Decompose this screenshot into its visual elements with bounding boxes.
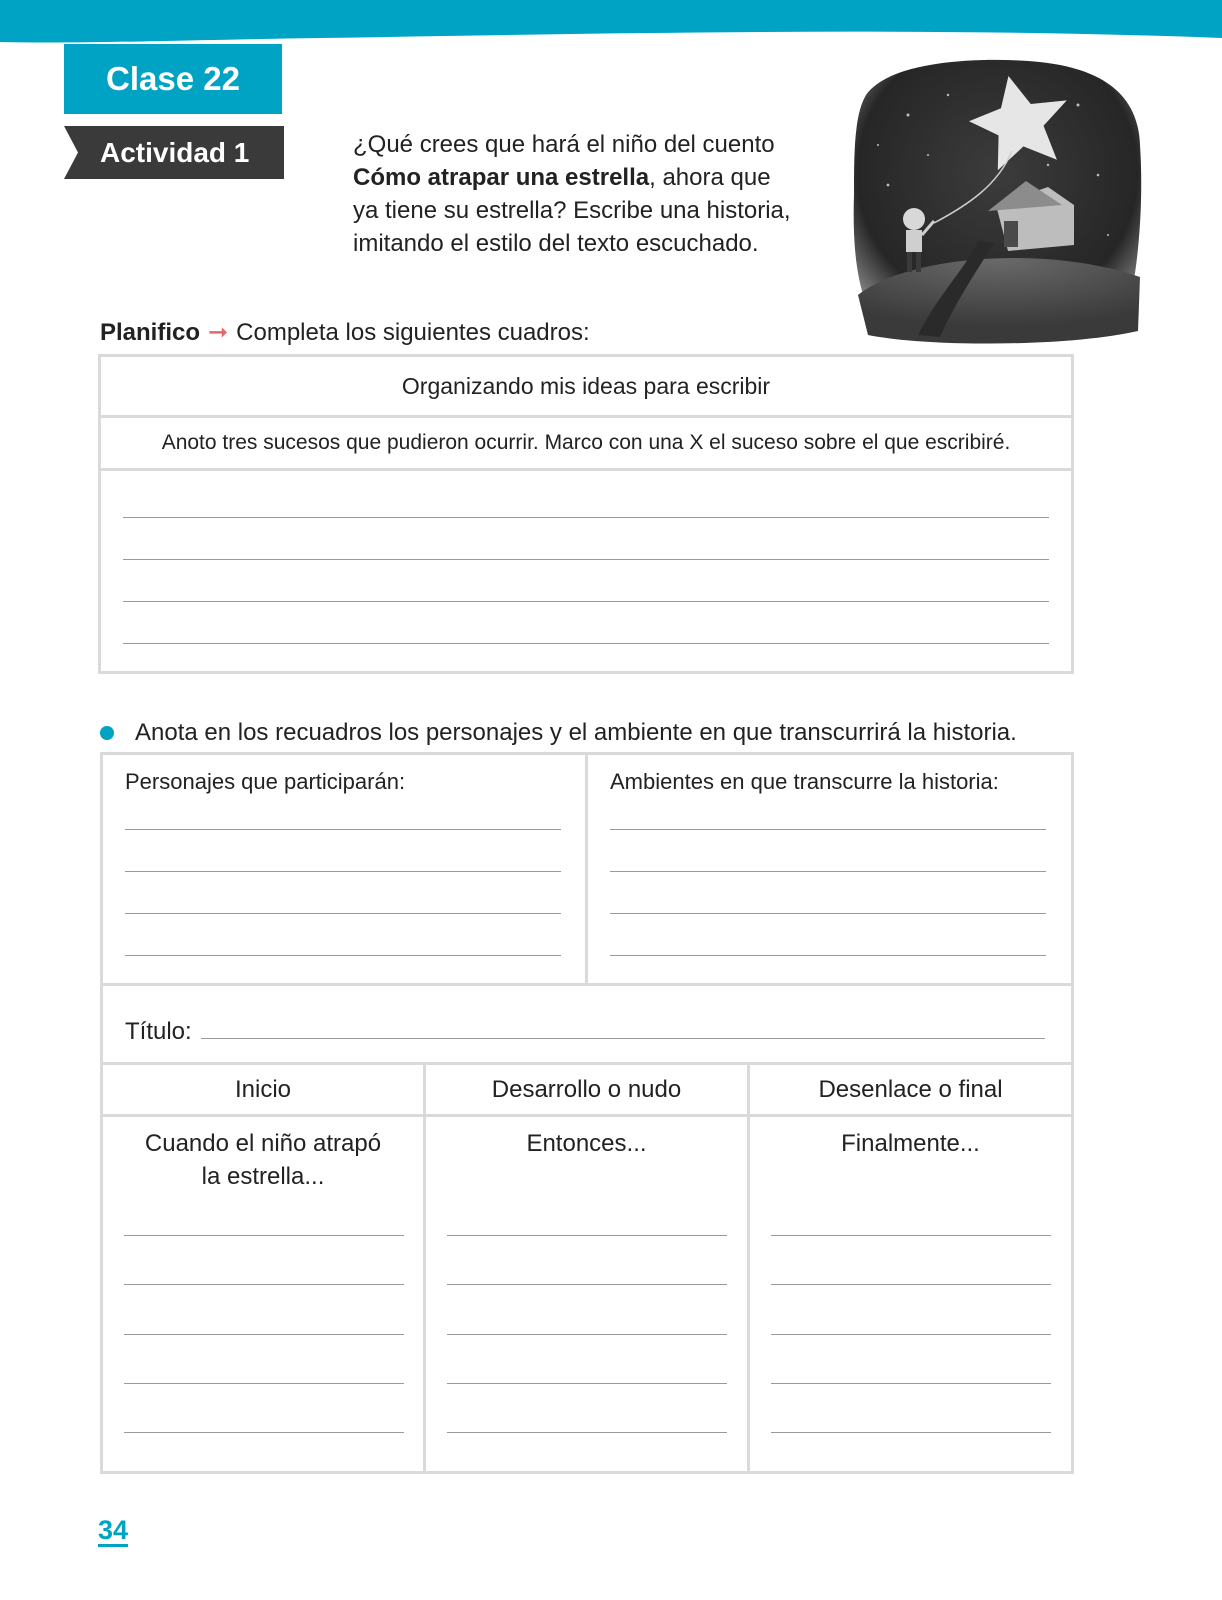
column-header-desarrollo: Desarrollo o nudo bbox=[491, 1076, 682, 1103]
answer-line[interactable] bbox=[610, 871, 1046, 872]
answer-line[interactable] bbox=[123, 643, 1049, 644]
actividad-tab bbox=[64, 126, 284, 179]
answer-line[interactable] bbox=[771, 1284, 1051, 1285]
planifico-label: Planifico bbox=[100, 319, 201, 346]
page-number: 34 bbox=[98, 1515, 129, 1545]
boy-with-star-kite-illustration bbox=[848, 55, 1146, 347]
prompt-line-2-rest: , ahora que bbox=[649, 164, 771, 191]
clase-tab bbox=[64, 44, 282, 114]
organizer-instruction: Anoto tres sucesos que pudieron ocurrir. Marco con una X el suceso sobre el que escribiré. bbox=[101, 418, 1071, 471]
prompt-line-1: ¿Qué crees que hará el niño del cuento bbox=[353, 131, 775, 158]
titulo-label: Título: bbox=[125, 1018, 192, 1045]
answer-line[interactable] bbox=[124, 1432, 404, 1433]
answer-line[interactable] bbox=[610, 829, 1046, 830]
prompt-line-3: ya tiene su estrella? Escribe una historia, bbox=[353, 197, 791, 224]
planifico-line bbox=[100, 318, 590, 347]
answer-line[interactable] bbox=[123, 601, 1049, 602]
answer-line[interactable] bbox=[771, 1334, 1051, 1335]
personajes-box bbox=[100, 752, 588, 986]
answer-line[interactable] bbox=[124, 1334, 404, 1335]
bullet-icon bbox=[100, 726, 114, 740]
arrow-right-icon: ➞ bbox=[208, 319, 229, 346]
answer-line[interactable] bbox=[610, 955, 1046, 956]
answer-line[interactable] bbox=[124, 1235, 404, 1236]
prompt-line-2 bbox=[353, 161, 823, 194]
column-header-inicio: Inicio bbox=[234, 1076, 292, 1103]
answer-line[interactable] bbox=[771, 1383, 1051, 1384]
planifico-instruction: Completa los siguientes cuadros: bbox=[236, 319, 590, 346]
answer-line[interactable] bbox=[125, 955, 561, 956]
answer-line[interactable] bbox=[447, 1432, 727, 1433]
story-title: Cómo atrapar una estrella bbox=[353, 164, 650, 191]
answer-line[interactable] bbox=[771, 1432, 1051, 1433]
titulo-line[interactable] bbox=[201, 1038, 1045, 1039]
answer-line[interactable] bbox=[123, 517, 1049, 518]
actividad-label: Actividad 1 bbox=[100, 137, 250, 168]
ambientes-box bbox=[585, 752, 1074, 986]
answer-line[interactable] bbox=[123, 559, 1049, 560]
starter-inicio-line2: la estrella... bbox=[201, 1163, 325, 1190]
answer-line[interactable] bbox=[447, 1334, 727, 1335]
column-divider bbox=[423, 1062, 426, 1474]
answer-line[interactable] bbox=[124, 1284, 404, 1285]
answer-line[interactable] bbox=[125, 829, 561, 830]
starter-desarrollo: Entonces... bbox=[526, 1130, 647, 1157]
answer-line[interactable] bbox=[124, 1383, 404, 1384]
starter-desenlace: Finalmente... bbox=[841, 1130, 980, 1157]
ambientes-label: Ambientes en que transcurre la historia: bbox=[610, 769, 999, 794]
bullet-instruction: Anota en los recuadros los personajes y el ambiente en que transcurrirá la historia. bbox=[135, 719, 1017, 746]
answer-line[interactable] bbox=[447, 1383, 727, 1384]
answer-line[interactable] bbox=[447, 1284, 727, 1285]
titulo-box bbox=[100, 983, 1074, 1065]
answer-line[interactable] bbox=[771, 1235, 1051, 1236]
story-table bbox=[100, 1062, 1074, 1474]
answer-line[interactable] bbox=[125, 871, 561, 872]
organizer-box bbox=[98, 354, 1074, 674]
column-header-desenlace: Desenlace o final bbox=[818, 1076, 1003, 1103]
prompt-line-4: imitando el estilo del texto escuchado. bbox=[353, 230, 759, 257]
header-divider bbox=[100, 1114, 1074, 1117]
column-divider bbox=[747, 1062, 750, 1474]
answer-line[interactable] bbox=[447, 1235, 727, 1236]
starter-inicio-line1: Cuando el niño atrapó bbox=[144, 1130, 382, 1157]
answer-line[interactable] bbox=[610, 913, 1046, 914]
personajes-label: Personajes que participarán: bbox=[125, 769, 406, 794]
starter-inicio bbox=[103, 1127, 423, 1193]
organizer-title: Organizando mis ideas para escribir bbox=[101, 357, 1071, 418]
answer-line[interactable] bbox=[125, 913, 561, 914]
clase-label: Clase 22 bbox=[106, 60, 240, 97]
activity-prompt bbox=[353, 128, 823, 260]
